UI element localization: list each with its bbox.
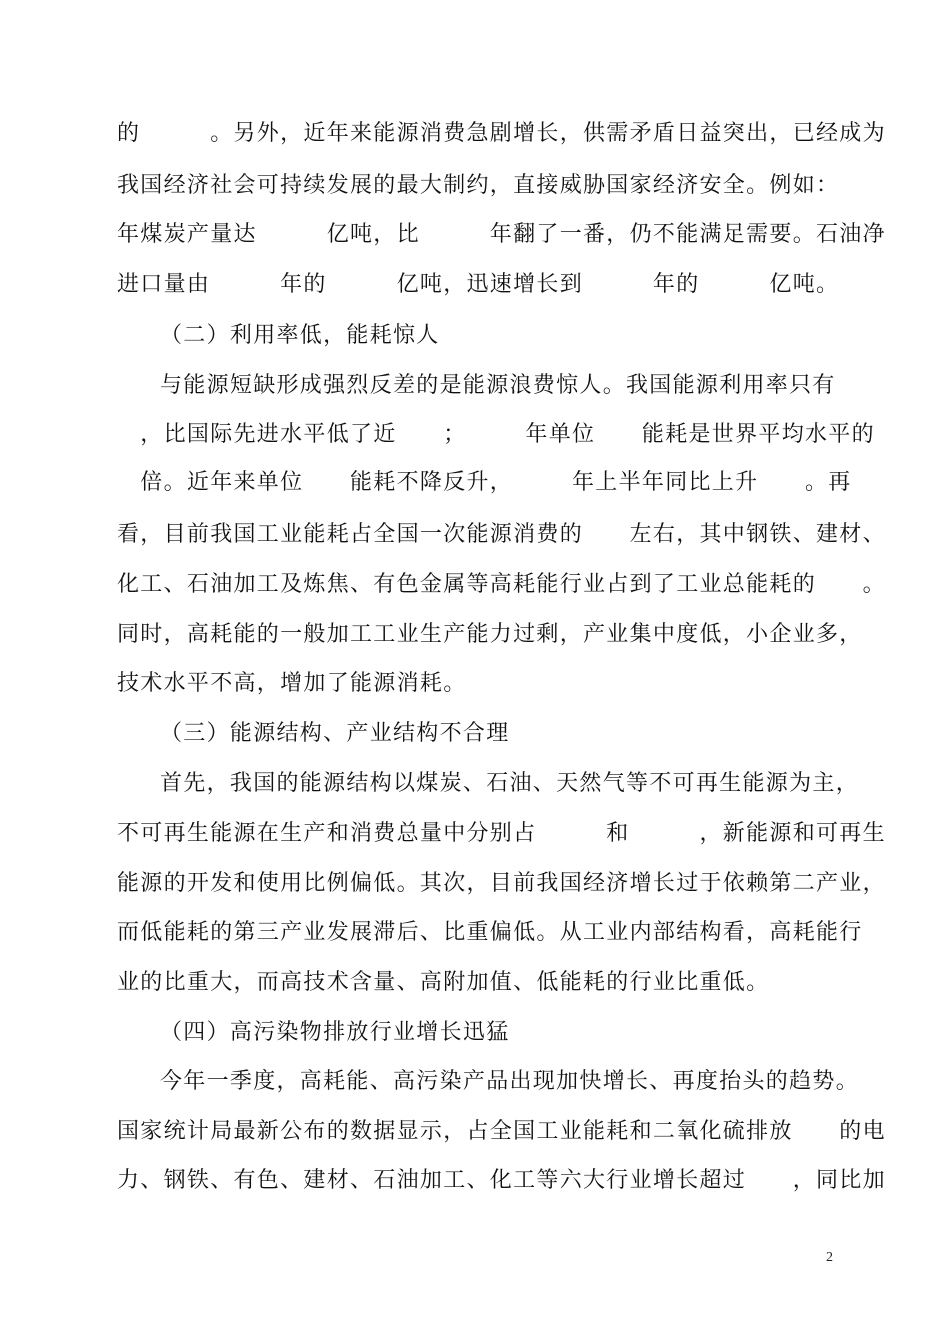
text-line: 业的比重大，而高技术含量、高附加值、低能耗的行业比重低。 bbox=[117, 970, 770, 995]
text-line: 看，目前我国工业能耗占全国一次能源消费的 左右，其中钢铁、建材、 bbox=[117, 522, 886, 547]
section-heading: （三）能源结构、产业结构不合理 bbox=[160, 721, 510, 746]
text-line: 技术水平不高，增加了能源消耗。 bbox=[117, 671, 467, 696]
text-line: 化工、石油加工及炼焦、有色金属等高耗能行业占到了工业总能耗的 。 bbox=[117, 572, 886, 597]
text-line: 我国经济社会可持续发展的最大制约，直接威胁国家经济安全。例如： bbox=[117, 173, 840, 198]
text-line: 能源的开发和使用比例偏低。其次，目前我国经济增长过于依赖第二产业， bbox=[117, 871, 886, 896]
text-line: 进口量由 年的 亿吨，迅速增长到 年的 亿吨。 bbox=[117, 272, 840, 297]
text-line: 同时，高耗能的一般加工工业生产能力过剩，产业集中度低，小企业多， bbox=[117, 622, 863, 647]
text-line: 的 。另外，近年来能源消费急剧增长，供需矛盾日益突出，已经成为 bbox=[117, 121, 886, 146]
text-line: 年煤炭产量达 亿吨，比 年翻了一番，仍不能满足需要。石油净 bbox=[117, 222, 886, 247]
text-line: ，比国际先进水平低了近 ； 年单位 能耗是世界平均水平的 bbox=[117, 422, 875, 447]
text-line: 力、钢铁、有色、建材、石油加工、化工等六大行业增长超过 ，同比加 bbox=[117, 1168, 886, 1193]
section-heading: （四）高污染物排放行业增长迅猛 bbox=[160, 1020, 510, 1045]
text-line: 倍。近年来单位 能耗不降反升， 年上半年同比上升 。再 bbox=[117, 470, 852, 495]
text-line: 首先，我国的能源结构以煤炭、石油、天然气等不可再生能源为主， bbox=[160, 771, 860, 796]
text-line: 与能源短缺形成强烈反差的是能源浪费惊人。我国能源利用率只有 bbox=[160, 373, 836, 398]
text-line: 而低能耗的第三产业发展滞后、比重偏低。从工业内部结构看，高耗能行 bbox=[117, 920, 863, 945]
text-line: 今年一季度，高耗能、高污染产品出现加快增长、再度抬头的趋势。 bbox=[160, 1069, 860, 1094]
section-heading: （二）利用率低，能耗惊人 bbox=[160, 323, 440, 348]
text-line: 不可再生能源在生产和消费总量中分别占 和 ，新能源和可再生 bbox=[117, 821, 886, 846]
text-line: 国家统计局最新公布的数据显示，占全国工业能耗和二氧化硫排放 的电 bbox=[117, 1119, 886, 1144]
page-number: 2 bbox=[826, 1250, 833, 1265]
